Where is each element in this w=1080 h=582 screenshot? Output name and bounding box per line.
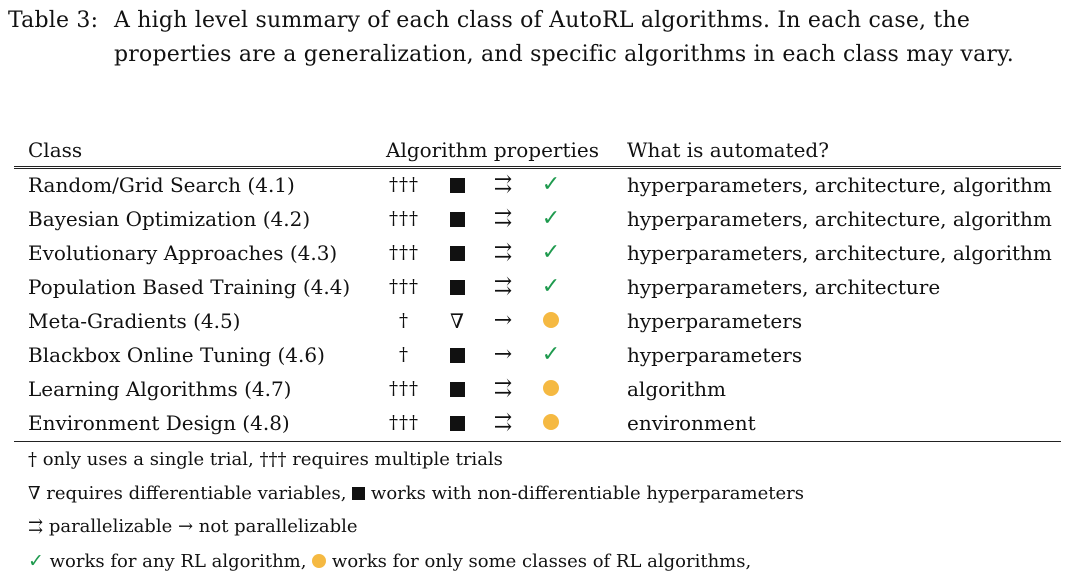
legend-nondiff-text: works with non-differentiable hyperparameters xyxy=(365,483,804,504)
double-arrow-icon: ⇉ xyxy=(493,410,513,435)
caption-label: Table 3: xyxy=(8,8,99,33)
trial-dagger-icon: ††† xyxy=(389,174,419,195)
checkmark-icon: ✓ xyxy=(541,274,561,299)
legend-diff-text: requires differentiable variables, xyxy=(40,483,353,504)
single-arrow-icon: → xyxy=(493,342,513,367)
row-class-name: Learning Algorithms (4.7) xyxy=(28,377,292,401)
row-automated: hyperparameters, architecture, algorithm xyxy=(627,241,1052,265)
checkmark-icon: ✓ xyxy=(541,342,561,367)
orange-dot-icon xyxy=(536,304,566,338)
table-row xyxy=(0,338,1080,372)
double-arrow-icon: ⇉ xyxy=(493,376,513,401)
trial-dagger-icon: ††† xyxy=(389,242,419,263)
table-row xyxy=(0,270,1080,304)
row-automated: hyperparameters, architecture, algorithm xyxy=(627,207,1052,231)
legend-par-text: parallelizable xyxy=(43,516,178,537)
legend-algorithms xyxy=(28,546,751,577)
checkmark-icon: ✓ xyxy=(541,172,561,197)
caption-line-1: A high level summary of each class of AutoRL algorithms. In each case, the xyxy=(114,8,971,33)
legend-single-trial-text: only uses a single trial, xyxy=(37,449,260,470)
single-arrow-icon: → xyxy=(493,308,513,333)
double-arrow-icon: ⇉ xyxy=(28,516,44,537)
row-automated: hyperparameters, architecture, algorithm xyxy=(627,173,1052,197)
double-arrow-icon: ⇉ xyxy=(493,240,513,265)
checkmark-icon: ✓ xyxy=(28,550,44,572)
trial-dagger-icon: ††† xyxy=(389,412,419,433)
orange-dot-icon xyxy=(312,554,326,568)
table-row xyxy=(0,168,1080,202)
table-row xyxy=(0,304,1080,338)
black-square-icon xyxy=(446,270,468,304)
header-automated: What is automated? xyxy=(627,138,829,162)
row-automated: hyperparameters, architecture xyxy=(627,275,941,299)
nabla-icon: ∇ xyxy=(28,483,41,504)
legend-multi-trial-text: requires multiple trials xyxy=(286,449,503,470)
single-arrow-icon: → xyxy=(177,516,194,537)
legend-nonpar-text: not parallelizable xyxy=(193,516,358,537)
legend-some-text: works for only some classes of RL algorithms, xyxy=(326,551,752,572)
trial-dagger-icon: ††† xyxy=(389,208,419,229)
black-square-icon xyxy=(446,236,468,270)
header-class: Class xyxy=(28,138,83,162)
row-class-name: Blackbox Online Tuning (4.6) xyxy=(28,343,325,367)
legend-any-text: works for any RL algorithm, xyxy=(43,551,313,572)
double-arrow-icon: ⇉ xyxy=(493,274,513,299)
black-square-icon xyxy=(446,168,468,202)
table-caption xyxy=(8,4,1072,72)
black-square-icon xyxy=(446,372,468,406)
trial-dagger-icon: † xyxy=(399,310,409,331)
checkmark-icon: ✓ xyxy=(541,240,561,265)
table-header-row xyxy=(0,133,1080,167)
row-class-name: Random/Grid Search (4.1) xyxy=(28,173,295,197)
orange-dot-icon xyxy=(536,372,566,406)
multi-trial-dagger-icon: ††† xyxy=(259,449,287,470)
nabla-icon: ∇ xyxy=(450,309,464,333)
caption-line-2: properties are a generalization, and specific algorithms in each class may vary. xyxy=(114,42,1014,67)
legend-parallel xyxy=(28,512,358,542)
trial-dagger-icon: † xyxy=(399,344,409,365)
double-arrow-icon: ⇉ xyxy=(493,172,513,197)
row-class-name: Environment Design (4.8) xyxy=(28,411,290,435)
row-class-name: Evolutionary Approaches (4.3) xyxy=(28,241,338,265)
black-square-icon xyxy=(446,338,468,372)
row-automated: hyperparameters xyxy=(627,309,803,333)
table-row xyxy=(0,406,1080,440)
checkmark-icon: ✓ xyxy=(541,206,561,231)
table-row xyxy=(0,202,1080,236)
double-arrow-icon: ⇉ xyxy=(493,206,513,231)
row-automated: hyperparameters xyxy=(627,343,803,367)
row-class-name: Meta-Gradients (4.5) xyxy=(28,309,241,333)
row-automated: algorithm xyxy=(627,377,727,401)
black-square-icon xyxy=(446,406,468,440)
black-square-icon xyxy=(446,202,468,236)
legend-trials xyxy=(28,445,503,475)
table-row xyxy=(0,236,1080,270)
legend-differentiability xyxy=(28,479,804,509)
orange-dot-icon xyxy=(536,406,566,440)
trial-dagger-icon: ††† xyxy=(389,378,419,399)
row-class-name: Population Based Training (4.4) xyxy=(28,275,351,299)
bottom-rule xyxy=(14,441,1061,442)
single-trial-dagger-icon: † xyxy=(28,449,37,470)
row-automated: environment xyxy=(627,411,756,435)
header-properties: Algorithm properties xyxy=(386,138,600,162)
table-row xyxy=(0,372,1080,406)
row-class-name: Bayesian Optimization (4.2) xyxy=(28,207,311,231)
trial-dagger-icon: ††† xyxy=(389,276,419,297)
black-square-icon xyxy=(352,487,365,500)
